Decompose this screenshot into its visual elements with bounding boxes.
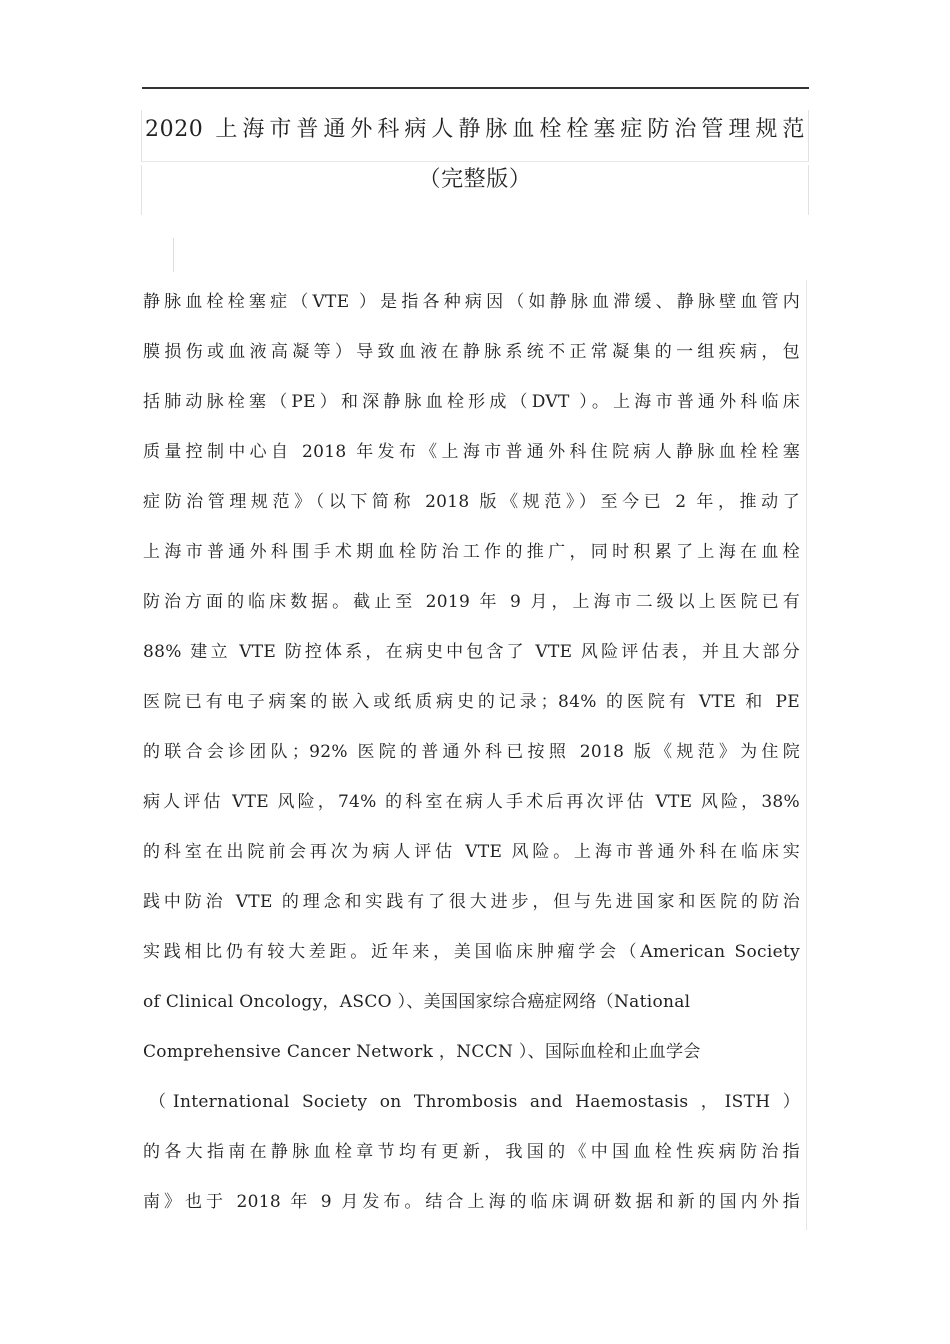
top-rule <box>142 87 809 89</box>
body-line: 病人评估 VTE 风险，74% 的科室在病人手术后再次评估 VTE 风险，38% <box>143 780 807 830</box>
body-line: 的各大指南在静脉血栓章节均有更新，我国的《中国血栓性疾病防治指 <box>143 1130 807 1180</box>
body-line: 上海市普通外科围手术期血栓防治工作的推广，同时积累了上海在血栓 <box>143 530 807 580</box>
body-paragraph <box>143 280 807 1230</box>
body-line: 膜损伤或血液高凝等）导致血液在静脉系统不正常凝集的一组疾病，包 <box>143 330 807 380</box>
body-line: of Clinical Oncology，ASCO ）、美国国家综合癌症网络（National <box>143 980 807 1030</box>
body-line: 践中防治 VTE 的理念和实践有了很大进步，但与先进国家和医院的防治 <box>143 880 807 930</box>
body-line: 质量控制中心自 2018 年发布《上海市普通外科住院病人静脉血栓栓塞 <box>143 430 807 480</box>
text-cursor-mark <box>173 238 174 272</box>
body-line: 88% 建立 VTE 防控体系，在病史中包含了 VTE 风险评估表，并且大部分 <box>143 630 807 680</box>
body-line: Comprehensive Cancer Network ，NCCN ）、国际血栓和止血学会 <box>143 1030 807 1080</box>
body-line: 防治方面的临床数据。截止至 2019 年 9 月，上海市二级以上医院已有 <box>143 580 807 630</box>
body-line: 实践相比仍有较大差距。近年来，美国临床肿瘤学会（American Society <box>143 930 807 980</box>
body-line: 括肺动脉栓塞（PE）和深静脉血栓形成（DVT ）。上海市普通外科临床 <box>143 380 807 430</box>
document-title: 2020 上海市普通外科病人静脉血栓栓塞症防治管理规范 <box>141 110 809 162</box>
body-line: 静脉血栓栓塞症（VTE ）是指各种病因（如静脉血滞缓、静脉壁血管内 <box>143 280 807 330</box>
body-line: 南》也于 2018 年 9 月发布。结合上海的临床调研数据和新的国内外指 <box>143 1180 807 1230</box>
body-line: （International Society on Thrombosis and Haemostasis ，ISTH ） <box>143 1080 807 1130</box>
body-line: 的科室在出院前会再次为病人评估 VTE 风险。上海市普通外科在临床实 <box>143 830 807 880</box>
document-title-suffix: （完整版） <box>141 165 809 215</box>
body-line: 的联合会诊团队；92% 医院的普通外科已按照 2018 版《规范》为住院 <box>143 730 807 780</box>
body-line: 症防治管理规范》（以下简称 2018 版《规范》）至今已 2 年，推动了 <box>143 480 807 530</box>
body-line: 医院已有电子病案的嵌入或纸质病史的记录；84% 的医院有 VTE 和 PE <box>143 680 807 730</box>
